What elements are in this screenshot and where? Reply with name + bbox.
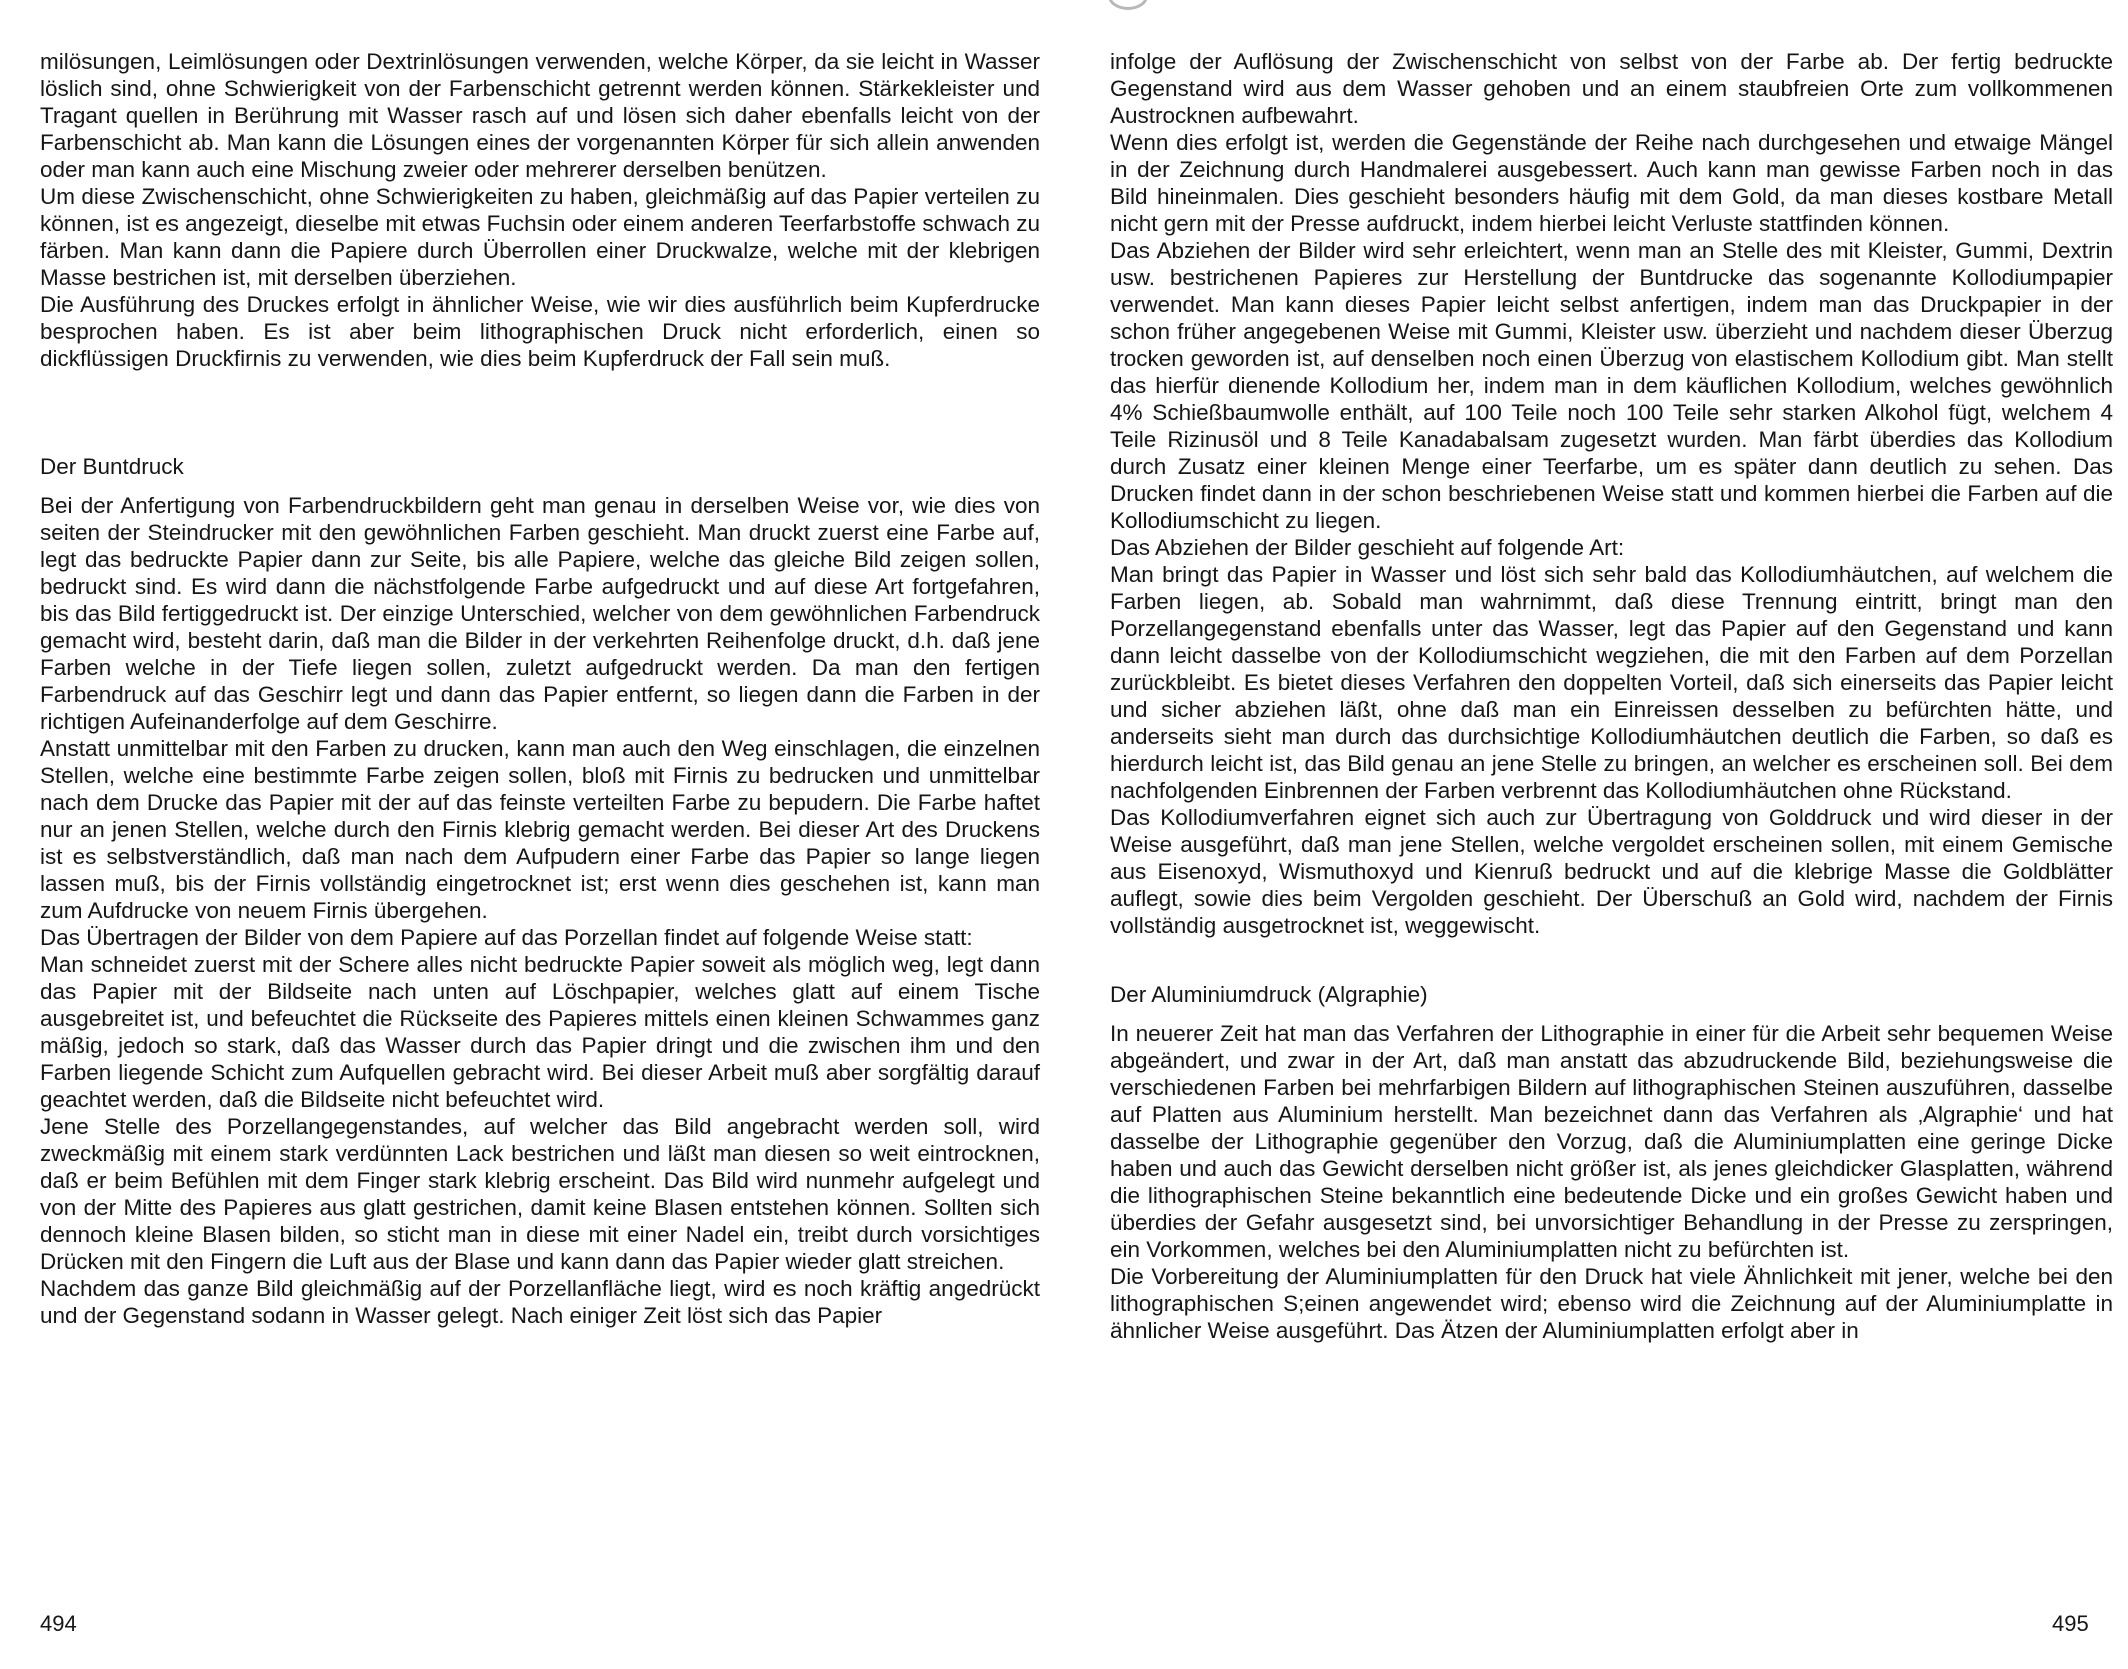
section-heading-aluminiumdruck: Der Aluminiumdruck (Algraphie) bbox=[1110, 982, 1428, 1007]
left-paragraph-4: Bei der Anfertigung von Farbendruckbildern geht man genau in derselben Weise vor, wie dies von seiten der Steindrucker mit den gewöhnlichen Farben geschieht. Man druckt zuerst eine Farbe auf, legt das bedruckte Papier dann zur Seite, bis alle Papiere, welche das gleiche Bild zeigen sollen, bedruckt sind. Es wird dann die nächstfolgende Farbe aufgedruckt und auf diese Art fortgefahren, bis das Bild fertiggedruckt ist. Der einzige Unterschied, welcher von dem gewöhnlichen Farbendruck gemacht wird, besteht darin, daß man die Bilder in der verkehrten Reihenfolge druckt, d.h. daß jene Farben welche in der Tiefe liegen sollen, zuletzt aufgedruckt werden. Da man den fertigen Farbendruck auf das Geschirr legt und dann das Papier entfernt, so liegen dann die Farben in der richtigen Aufeinanderfolge auf dem Geschirre. bbox=[40, 493, 1040, 734]
left-paragraph-2: Um diese Zwischenschicht, ohne Schwierigkeiten zu haben, gleichmäßig auf das Papier verteilen zu können, ist es angezeigt, dieselbe mit etwas Fuchsin oder einem anderen Teerfarbstoffe schwach zu färben. Man kann dann die Papiere durch Überrollen einer Druckwalze, welche mit der klebrigen Masse bestrichen ist, mit derselben überziehen. bbox=[40, 184, 1040, 290]
page-number-right: 495 bbox=[2052, 1611, 2089, 1636]
right-paragraph-1: infolge der Auflösung der Zwischenschicht von selbst von der Farbe ab. Der fertig bedruckte Gegenstand wird aus dem Wasser gehoben und an einem staubfreien Orte zum vollkommenen Austrocknen aufbewahrt. bbox=[1110, 49, 2113, 128]
top-edge-mark bbox=[1108, 0, 1148, 10]
right-paragraph-7: In neuerer Zeit hat man das Verfahren der Lithographie in einer für die Arbeit sehr bequemen Weise abgeändert, und zwar in der Art, daß man anstatt das abzudruckende Bild, beziehungsweise die verschiedenen Farben bei mehrfarbigen Bildern auf lithographischen Steinen auszuführen, dasselbe auf Platten aus Aluminium herstellt. Man bezeichnet dann das Verfahren als ‚Algraphie‘ und hat dasselbe der Lithographie gegenüber den Vorzug, daß die Aluminiumplatten eine geringe Dicke haben und auch das Gewicht derselben nicht größer ist, als jenes gleichdicker Glasplatten, während die lithographischen Steine bekanntlich eine bedeutende Dicke und ein großes Gewicht haben und überdies der Gefahr ausgesetzt sind, bei unvorsichtiger Behandlung in der Presse zu zerspringen, ein Vorkommen, welches bei den Aluminiumplatten nicht zu befürchten ist. bbox=[1110, 1021, 2113, 1262]
right-paragraph-4: Das Abziehen der Bilder geschieht auf folgende Art: bbox=[1110, 535, 1625, 560]
section-heading-buntdruck: Der Buntdruck bbox=[40, 454, 184, 479]
right-paragraph-6: Das Kollodiumverfahren eignet sich auch zur Übertragung von Golddruck und wird dieser in der Weise ausgeführt, daß man jene Stellen, welche vergoldet erscheinen sollen, mit einem Gemische aus Eisenoxyd, Wismuthoxyd und Kienruß bedruckt und auf die klebrige Masse die Goldblätter auflegt, sowie dies beim Vergolden geschieht. Der Überschuß an Gold wird, nachdem der Firnis vollständig ausgetrocknet ist, weggewischt. bbox=[1110, 805, 2113, 938]
left-paragraph-1: milösungen, Leimlösungen oder Dextrinlösungen verwenden, welche Körper, da sie leicht in Wasser löslich sind, ohne Schwierigkeit von der Farbenschicht getrennt werden können. Stärkekleister und Tragant quellen in Berührung mit Wasser rasch auf und lösen sich daher ebenfalls leicht von der Farbenschicht ab. Man kann die Lösungen eines der vorgenannten Körper für sich allein anwenden oder man kann auch eine Mischung zweier oder mehrerer derselben benützen. bbox=[40, 49, 1040, 182]
left-paragraph-8: Jene Stelle des Porzellangegenstandes, auf welcher das Bild angebracht werden soll, wird zweckmäßig mit einem stark verdünnten Lack bestrichen und läßt man diesen so weit eintrocknen, daß er beim Befühlen mit dem Finger stark klebrig erscheint. Das Bild wird nunmehr aufgelegt und von der Mitte des Papieres aus glatt gestrichen, damit keine Blasen entstehen können. Sollten sich dennoch kleine Blasen bilden, so sticht man in diese mit einer Nadel ein, treibt durch vorsichtiges Drücken mit den Fingern die Luft aus der Blase und kann dann das Papier wieder glatt streichen. bbox=[40, 1114, 1040, 1274]
left-page-column bbox=[40, 48, 1040, 1329]
left-paragraph-5: Anstatt unmittelbar mit den Farben zu drucken, kann man auch den Weg einschlagen, die einzelnen Stellen, welche eine bestimmte Farbe zeigen sollen, bloß mit Firnis zu bedrucken und unmittelbar nach dem Drucke das Papier mit der auf das feinste verteilten Farbe zu bepudern. Die Farbe haftet nur an jenen Stellen, welche durch den Firnis klebrig gemacht werden. Bei dieser Art des Druckens ist es selbstverständlich, daß man nach dem Aufpudern einer Farbe das Papier so lange liegen lassen muß, bis der Firnis vollständig eingetrocknet ist; erst wenn dies geschehen ist, kann man zum Aufdrucke von neuem Firnis übergehen. bbox=[40, 736, 1040, 923]
right-paragraph-2: Wenn dies erfolgt ist, werden die Gegenstände der Reihe nach durchgesehen und etwaige Mängel in der Zeichnung durch Handmalerei ausgebessert. Auch kann man gewisse Farben noch in das Bild hineinmalen. Dies geschieht besonders häufig mit dem Gold, da man dieses kostbare Metall nicht gern mit der Presse aufdruckt, indem hierbei leicht Verluste stattfinden können. bbox=[1110, 130, 2113, 236]
left-paragraph-7: Man schneidet zuerst mit der Schere alles nicht bedruckte Papier soweit als möglich weg, legt dann das Papier mit der Bildseite nach unten auf Löschpapier, welches glatt auf einem Tische ausgebreitet ist, und befeuchtet die Rückseite des Papieres mittels einen kleinen Schwammes ganz mäßig, jedoch so stark, daß das Wasser durch das Papier dringt und die zwischen ihm und den Farben liegende Schicht zum Aufquellen gebracht wird. Bei dieser Arbeit muß aber sorgfältig darauf geachtet werden, daß die Bildseite nicht befeuchtet wird. bbox=[40, 952, 1040, 1112]
page-number-left: 494 bbox=[40, 1611, 77, 1636]
left-paragraph-6: Das Übertragen der Bilder von dem Papiere auf das Porzellan findet auf folgende Weise statt: bbox=[40, 925, 973, 950]
right-page-column bbox=[1110, 48, 2113, 1344]
left-paragraph-9: Nachdem das ganze Bild gleichmäßig auf der Porzellanfläche liegt, wird es noch kräftig angedrückt und der Gegenstand sodann in Wasser gelegt. Nach einiger Zeit löst sich das Papier bbox=[40, 1276, 1040, 1328]
right-paragraph-3: Das Abziehen der Bilder wird sehr erleichtert, wenn man an Stelle des mit Kleister, Gummi, Dextrin usw. bestrichenen Papieres zur Herstellung der Buntdrucke das sogenannte Kollodiumpapier verwendet. Man kann dieses Papier leicht selbst anfertigen, indem man das Druckpapier in der schon früher angegebenen Weise mit Gummi, Kleister usw. überzieht und nachdem dieser Überzug trocken geworden ist, auf denselben noch einen Überzug von elastischem Kollodium gibt. Man stellt das hierfür dienende Kollodium her, indem man in dem käuflichen Kollodium, welches gewöhnlich 4% Schießbaumwolle enthält, auf 100 Teile noch 100 Teile sehr starken Alkohol fügt, welchem 4 Teile Rizinusöl und 8 Teile Kanadabalsam zugesetzt wurden. Man färbt überdies das Kollodium durch Zusatz einer kleinen Menge einer Teerfarbe, um es später dann deutlich zu sehen. Das Drucken findet dann in der schon beschriebenen Weise statt und kommen hierbei die Farben auf die Kollodiumschicht zu liegen. bbox=[1110, 238, 2113, 533]
right-paragraph-5: Man bringt das Papier in Wasser und löst sich sehr bald das Kollodiumhäutchen, auf welchem die Farben liegen, ab. Sobald man wahrnimmt, daß diese Trennung eintritt, bringt man den Porzellangegenstand ebenfalls unter das Wasser, legt das Papier auf den Gegenstand und kann dann leicht dasselbe von der Kollodiumschicht wegziehen, die mit den Farben auf dem Porzellan zurückbleibt. Es bietet dieses Verfahren den doppelten Vorteil, daß sich einerseits das Papier leicht und sicher abziehen läßt, ohne daß man ein Einreissen desselben zu befürchten hätte, und anderseits sieht man durch das durchsichtige Kollodiumhäutchen deutlich die Farben, so daß es hierdurch leicht ist, das Bild genau an jene Stelle zu bringen, an welcher es erscheinen soll. Bei dem nachfolgenden Einbrennen der Farben verbrennt das Kollodiumhäutchen ohne Rückstand. bbox=[1110, 562, 2113, 803]
left-paragraph-3: Die Ausführung des Druckes erfolgt in ähnlicher Weise, wie wir dies ausführlich beim Kupferdrucke besprochen haben. Es ist aber beim lithographischen Druck nicht erforderlich, einen so dickflüssigen Druckfirnis zu verwenden, wie dies beim Kupferdruck der Fall sein muß. bbox=[40, 292, 1040, 371]
right-paragraph-8: Die Vorbereitung der Aluminiumplatten für den Druck hat viele Ähnlichkeit mit jener, welche bei den lithographischen S;einen angewendet wird; ebenso wird die Zeichnung auf der Aluminiumplatte in ähnlicher Weise ausgeführt. Das Ätzen der Aluminiumplatten erfolgt aber in bbox=[1110, 1264, 2113, 1343]
